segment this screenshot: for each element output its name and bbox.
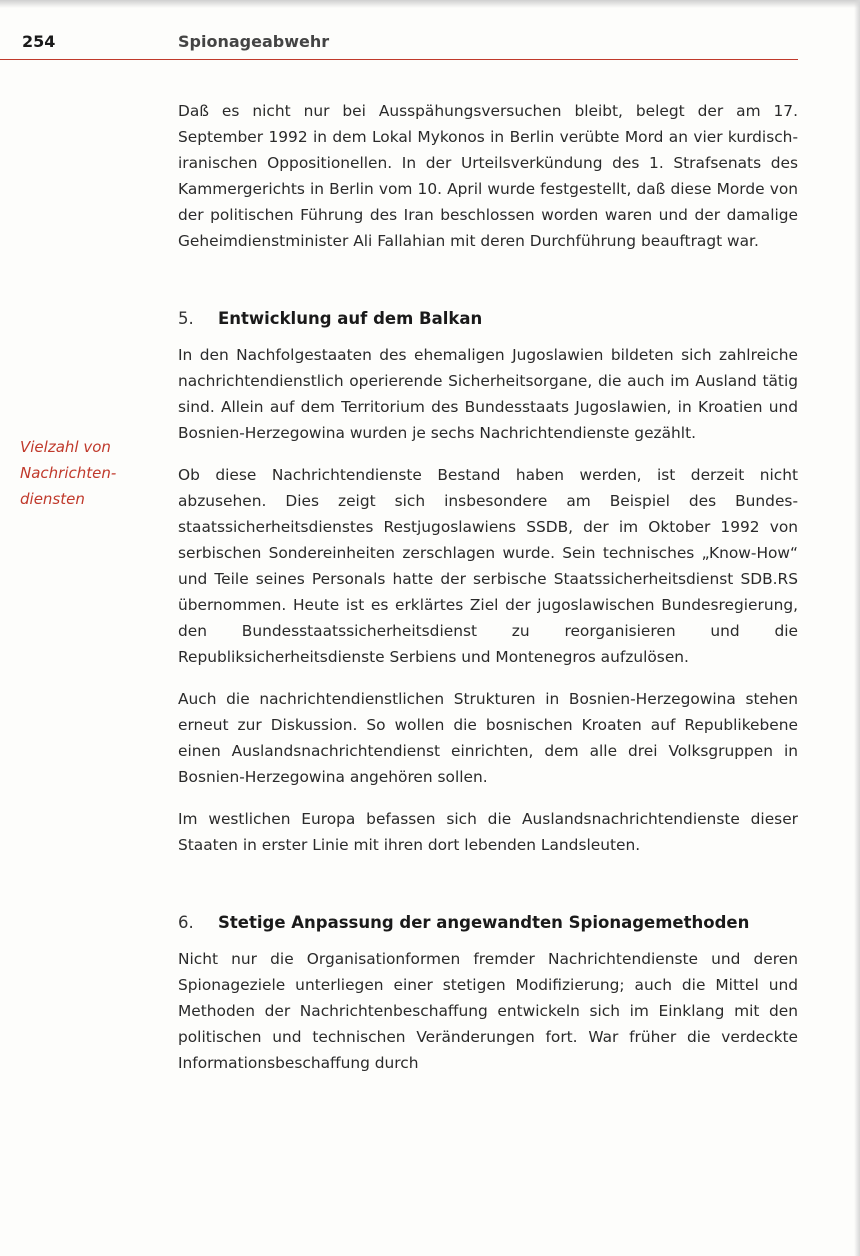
section-5-paragraph-4: Im westlichen Europa befassen sich die Auslandsnachrichtendienste dieser Staaten in erster Linie mit ihren dort lebenden Landsleuten. [178, 810, 798, 854]
section-5-paragraph-2: Ob diese Nachrichtendienste Bestand haben werden, ist derzeit nicht abzusehen. Dies zeigt sich insbesondere am Beispiel des Bundesstaatssicherheitsdienstes Restjugoslawiens SSDB, der im Oktober 1992 von serbischen Sondereinheiten zerschlagen wurde. Sein technisches „Know-How“ und Teile seines Personals hatte der serbische Staatssicherheitsdienst SDB.RS übernommen. Heute ist es erklärtes Ziel der jugoslawischen Bundesregierung, den Bundesstaatssicherheitsdienst zu reorganisieren und die Republiksicherheitsdienste Serbiens und Montenegros aufzulösen. [178, 466, 798, 666]
section-5-heading [178, 306, 798, 332]
intro-paragraph: Daß es nicht nur bei Ausspähungsversuchen bleibt, belegt der am 17. September 1992 in dem Lokal Mykonos in Berlin verübte Mord an vier kurdisch-iranischen Oppositionellen. In der Urteilsverkündung des 1. Strafsenats des Kammergerichts in Berlin vom 10. April wurde festgestellt, daß diese Morde von der politischen Führung des Iran beschlossen worden waren und der damalige Geheimdienstminister Ali Fallahian mit deren Durchführung beauftragt war. [178, 102, 798, 250]
running-head: Spionageabwehr [178, 32, 330, 51]
margin-note: Vielzahl von Nachrichtendiensten [20, 438, 117, 508]
section-5-number: 5. [178, 309, 194, 328]
section-5-paragraph-3: Auch die nachrichtendienstlichen Strukturen in Bosnien-Herzegowina stehen erneut zur Diskussion. So wollen die bosnischen Kroaten auf Republikebene einen Auslandsnachrichtendienst einrichten, dem alle drei Volksgruppen in Bosnien-Herzegowina angehören sollen. [178, 690, 798, 786]
section-6-title: Stetige Anpassung der angewandten Spionagemethoden [218, 913, 750, 932]
section-5-paragraph-1: In den Nachfolgestaaten des ehemaligen Jugoslawien bildeten sich zahlreiche nachrichtendienstlich operierende Sicherheitsorgane, die auch im Ausland tätig sind. Allein auf dem Territorium des Bundesstaats Jugoslawien, in Kroatien und Bosnien-Herzegowina wurden je sechs Nachrichtendienste gezählt. [178, 346, 798, 442]
page-edge-shadow-top [0, 0, 860, 8]
body-text [178, 98, 798, 1092]
section-5-title: Entwicklung auf dem Balkan [218, 309, 483, 328]
section-6-paragraph-1: Nicht nur die Organisationformen fremder Nachrichtendienste und deren Spionageziele unterliegen einer stetigen Modifizierung; auch die Mittel und Methoden der Nachrichtenbeschaffung entwickeln sich im Einklang mit den politischen und technischen Veränderungen fort. War früher die verdeckte Informationsbeschaffung durch [178, 950, 798, 1072]
section-6-heading [178, 910, 798, 936]
page-edge-shadow-right [854, 0, 860, 1256]
header-rule [0, 59, 798, 60]
page-number: 254 [22, 32, 56, 51]
section-6-number: 6. [178, 913, 194, 932]
